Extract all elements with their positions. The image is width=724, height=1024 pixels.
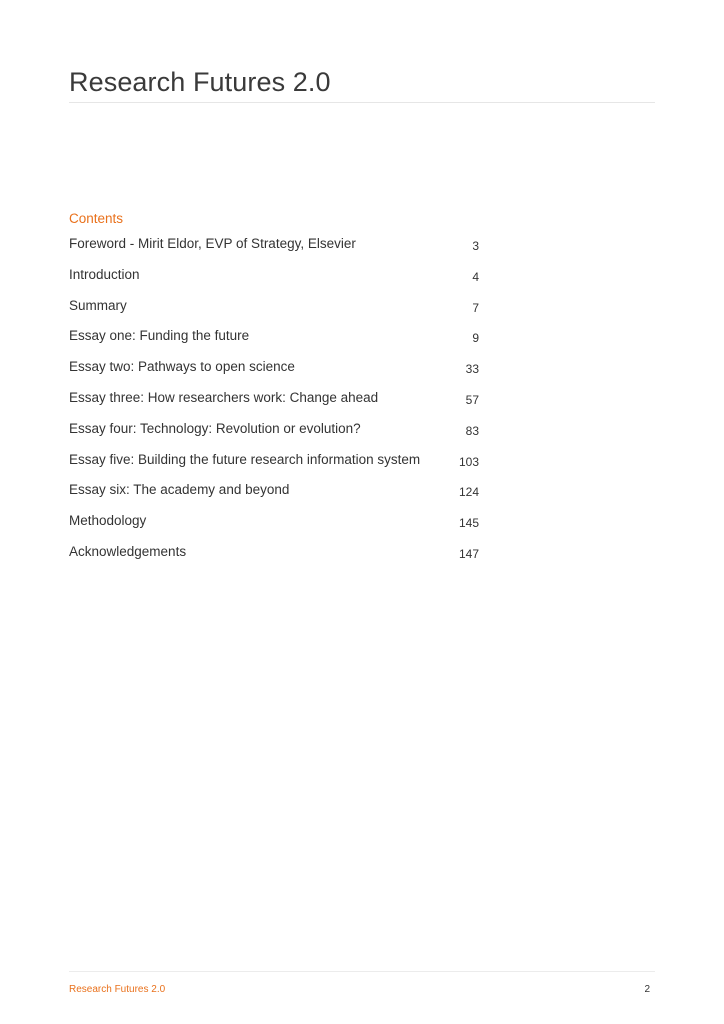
toc-entry-essay-one[interactable]: [69, 326, 479, 357]
toc-entry-title: Essay one: Funding the future: [69, 328, 250, 344]
toc-entry-page: 7: [472, 300, 479, 315]
toc-entry-page: 145: [458, 516, 479, 531]
toc-entry-title: Essay two: Pathways to open science: [69, 359, 295, 375]
footer-page-number: 2: [644, 984, 650, 995]
toc-entry-title: Essay four: Technology: Revolution or evolution?: [69, 420, 361, 436]
toc-entry-acknowledgements[interactable]: [69, 542, 479, 573]
toc-entry-essay-five[interactable]: [69, 450, 479, 481]
toc-entry-essay-two[interactable]: [69, 357, 479, 388]
page-title: Research Futures 2.0: [69, 67, 331, 97]
toc-entry-page: 3: [472, 239, 479, 253]
toc-entry-page: 83: [465, 423, 479, 438]
table-of-contents: [69, 234, 479, 573]
toc-entry-title: Essay three: How researchers work: Change ahead: [69, 389, 379, 405]
toc-entry-page: 147: [458, 546, 479, 561]
toc-entry-title: Essay five: Building the future research information system: [69, 451, 421, 467]
toc-entry-page: 33: [465, 362, 479, 377]
toc-entry-summary[interactable]: [69, 296, 479, 327]
toc-entry-title: Acknowledgements: [69, 543, 187, 559]
toc-entry-foreword[interactable]: [69, 234, 479, 265]
toc-entry-title: Methodology: [69, 513, 147, 529]
toc-entry-introduction[interactable]: [69, 265, 479, 296]
toc-entry-page: 9: [472, 331, 479, 346]
title-divider: [69, 102, 655, 103]
toc-entry-essay-three[interactable]: [69, 388, 479, 419]
toc-entry-title: Foreword - Mirit Eldor, EVP of Strategy, Elsevier: [69, 236, 356, 251]
contents-heading: Contents: [69, 211, 124, 226]
footer-divider: [69, 971, 655, 972]
toc-entry-title: Introduction: [69, 266, 140, 282]
toc-entry-essay-four[interactable]: [69, 419, 479, 450]
toc-entry-page: 103: [458, 454, 479, 469]
toc-entry-title: Summary: [69, 297, 127, 313]
toc-entry-page: 57: [465, 392, 479, 407]
toc-entry-essay-six[interactable]: [69, 480, 479, 511]
toc-entry-methodology[interactable]: [69, 511, 479, 542]
toc-entry-page: 4: [472, 269, 479, 284]
toc-entry-title: Essay six: The academy and beyond: [69, 482, 290, 498]
toc-entry-page: 124: [458, 485, 479, 500]
footer-title: Research Futures 2.0: [69, 984, 166, 995]
